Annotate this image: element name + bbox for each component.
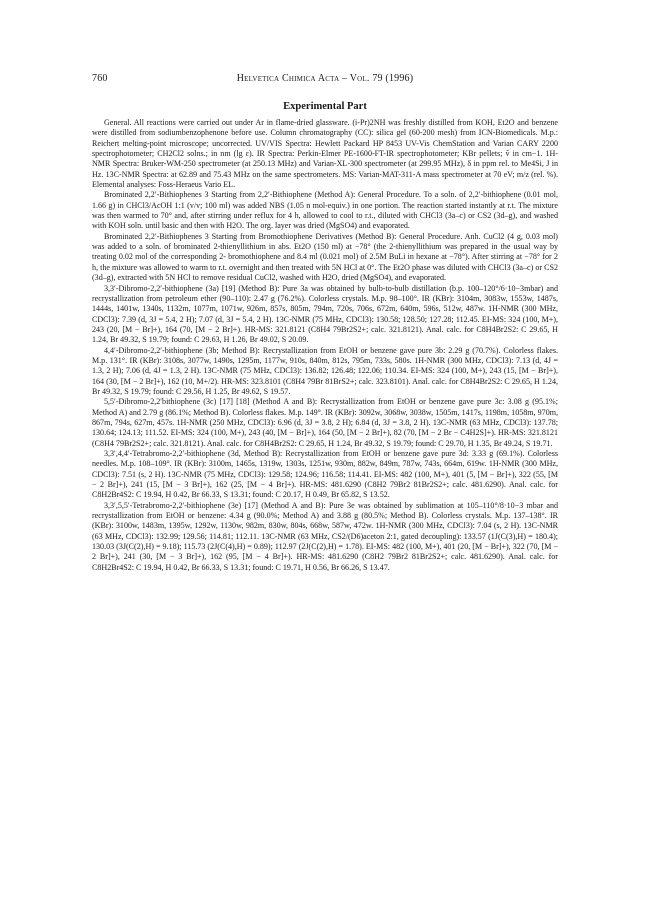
section-title: Experimental Part <box>283 101 367 112</box>
page-header <box>92 73 558 84</box>
paragraph-compound-3c: 5,5′-Dibromo-2,2′bithiophene (3c) [17] [18] (Method A and B): Recrystallization from EtOH or benzene gave pure 3c: 3.08 g (95.1%; Method A) and 2.79 g (86.1%; Method B). Colorless flakes. M.p. 149°. IR (KBr): 3092w, 3068w, 3038w, 1505m, 1417s, 1198m, 1058m, 970m, 867m, 794s, 627m, 457s. 1H-NMR (250 MHz, CDCl3): 6.96 (d, 3J = 3.8, 2 H); 6.84 (d, 3J = 3.8, 2 H). 13C-NMR (63 MHz, CDCl3): 137.78; 130.64; 124.13; 111.52. EI-MS: 324 (100, M+), 243 (40, [M − Br]+), 164 (50, [M − 2 Br]+), 82 (70, [M − 2 Br − C4H2S]+). HR-MS: 321.8121 (C8H4 79Br2S2+; calc. 321.8121). Anal. calc. for C8H4Br2S2: C 29.65, H 1.24, Br 49.32, S 19.79; found: C 29.70, H 1.35, Br 49.24, S 19.71. <box>92 397 558 448</box>
article-body <box>92 118 558 573</box>
paragraph-compound-3a: 3,3′-Dibromo-2,2′-bithiophene (3a) [19] (Method B): Pure 3a was obtained by bulb-to-bulb distillation (b.p. 100–120°/6·10−3mbar) and recrystallization from petroleum ether (90–110): 2.47 g (76.2%). Colorless crystals. M.p. 98–100°. IR (KBr): 3104m, 3083w, 1553w, 1487s, 1444s, 1401w, 1340s, 1132m, 1077m, 1071w, 926m, 857s, 805m, 794m, 720s, 706s, 672m, 640m, 596s, 512w, 487w. 1H-NMR (300 MHz, CDCl3): 7.39 (d, 3J = 5.4, 2 H); 7.07 (d, 3J = 5.4, 2 H). 13C-NMR (75 MHz, CDCl3): 130.58; 128.50; 127.28; 112.45. EI-MS: 324 (100, M+), 243 (20, [M − Br]+), 164 (70, [M − 2 Br]+). HR-MS: 321.8121 (C8H4 79Br2S2+; calc. 321.8121). Anal. calc. for C8H4Br2S2: C 29.65, H 1.24, Br 49.32, S 19.79; found: C 29.63, H 1.26, Br 49.02, S 20.09. <box>92 283 558 345</box>
paragraph-method-b: Brominated 2,2′-Bithiophenes 3 Starting from Bromothiophene Derivatives (Method B): General Procedure. Anh. CuCl2 (4 g, 0.03 mol) was added to a soln. of brominated 2-thienyllithium in abs. Et2O (150 ml) at −78° (the 2-thienyllithium was prepared in the usual way by treating 0.02 mol of the corresponding 2- bromothiophene and 8.4 ml (0.021 mol) of 2.5M BuLi in hexane at −78°). After stirring at −78° for 2 h, the mixture was allowed to warm to r.t. overnight and then treated with 5N HCl at 0°. The Et2O phase was diluted with CHCl3 (3a–c) or CS2 (3d–g), extracted with 5N HCl to remove residual CuCl2, washed with H2O, dried (MgSO4), and evaporated. <box>92 231 558 283</box>
paragraph-compound-3b: 4,4′-Dibromo-2,2′-bithiophene (3b; Method B): Recrystallization from EtOH or benzene gave pure 3b: 2.29 g (70.7%). Colorless flakes. M.p. 131°. IR (KBr): 3108s, 3077w, 1490s, 1295m, 1177w, 910s, 840m, 812s, 795m, 733s, 580s. 1H-NMR (300 MHz, CDCl3): 7.13 (d, 4J = 1.3, 2 H); 7.06 (d, 4J = 1.3, 2 H). 13C-NMR (75 MHz, CDCl3): 136.82; 126.48; 122.06; 110.34. EI-MS: 324 (100, M+), 243 (15, [M − Br]+), 164 (30, [M − 2 Br]+), 162 (10, M+/2). HR-MS: 323.8101 (C8H4 79Br 81BrS2+; calc. 323.8101). Anal. calc. for C8H4Br2S2: C 29.65, H 1.24, Br 49.32, S 19.79; found: C 29.56, H 1.25, Br 49.62, S 19.57. <box>92 345 558 396</box>
paragraph-method-a: Brominated 2,2′-Bithiophenes 3 Starting from 2,2′-Bithiophene (Method A): General Procedure. To a soln. of 2,2′-bithiophene (0.01 mol, 1.66 g) in CHCl3/AcOH 1:1 (v/v; 100 ml) was added NBS (1.05 n mol-equiv.) in one portion. The reaction started instantly at r.t. The mixture was then warmed to 70° and, after stirring under reflux for 4 h, allowed to cool to r.t., diluted with CHCl3 (3a–c) or CS2 (3d–g), and washed with KOH soln. until basic and then with H2O. The org. layer was dried (MgSO4) and evaporated. <box>92 190 558 231</box>
paragraph-compound-3d: 3,3′,4,4′-Tetrabromo-2,2′-bithiophene (3d, Method B): Recrystallization from EtOH or benzene gave pure 3d: 3.33 g (69.1%). Colorless needles. M.p. 108–109°. IR (KBr): 3100m, 1465s, 1319w, 1303s, 1251w, 930m, 882w, 849m, 787w, 743s, 664m, 619w. 1H-NMR (300 MHz, CDCl3): 7.51 (s, 2 H). 13C-NMR (75 MHz, CDCl3): 129.58; 124.96; 116.58; 114.41. EI-MS: 482 (100, M+), 401 (5, [M − Br]+), 322 (55, [M − 2 Br]+), 241 (15, [M − 3 Br]+), 162 (25, [M − 4 Br]+). HR-MS: 481.6290 (C8H2 79Br2 81Br2S2+; calc. 481.6290). Anal. calc. for C8H2Br4S2: C 19.94, H 0.42, Br 66.33, S 13.31; found: C 20.17, H 0.49, Br 65.82, S 13.52. <box>92 449 558 500</box>
paragraph-compound-3e: 3,3′,5,5′-Tetrabromo-2,2′-bithiophene (3e) [17] (Method A and B): Pure 3e was obtained by sublimation at 105–110°/8·10−3 mbar and recrystallization from EtOH or benzene: 4.34 g (90.0%; Method A) and 3.88 g (80.5%; Method B). Colorless crystals. M.p. 137–138°. IR (KBr): 3100w, 1483m, 1395w, 1292w, 1130w, 982m, 830w, 804s, 668w, 587w, 472w. 1H-NMR (300 MHz, CDCl3): 7.04 (s, 2 H). 13C-NMR (63 MHz, CDCl3): 132.99; 129.56; 114.81; 112.11. 13C-NMR (63 MHz, CS2/(D6)aceton 2:1, gated decoupling): 133.57 (1J(C(3),H) = 180.4); 130.03 (3J(C(2),H) = 9.18); 115.73 (2J(C(4),H) = 0.89); 112.97 (2J(C(2),H) = 1.78). EI-MS: 482 (100, M+), 401 (20, [M − Br]+), 322 (70, [M − 2 Br]+), 241 (30, [M − 3 Br]+), 162 (95, [M − 4 Br]+). HR-MS: 481.6290 (C8H2 79Br2 81Br2S2+; calc. 481.6290). Anal. calc. for C8H2Br4S2: C 19.94, H 0.42, Br 66.33, S 13.31; found: C 19.71, H 0.56, Br 66.26, S 13.47. <box>92 500 558 572</box>
page-number: 760 <box>92 73 108 84</box>
paragraph-general: General. All reactions were carried out under Ar in flame-dried glassware. (i-Pr)2NH was freshly distilled from KOH, Et2O and benzene were distilled from sodiumbenzophenone before use. Column chromatography (CC): silica gel (60-200 mesh) from ICN-Biomedicals. M.p.: Reichert melting-point microscope; uncorrected. UV/VIS Spectra: Hewlett Packard HP 8453 UV-Vis ChemStation and Varian CARY 2200 spectrophotometer; CH2Cl2 solns.; in nm (lg ε). IR Spectra: Perkin-Elmer PE-1600-FT-IR spectrophotometer; KBr pellets; ṽ in cm−1. 1H-NMR Spectra: Bruker-WM-250 spectrometer (at 250.13 MHz) and Varian-XL-300 spectrometer (at 299.95 MHz), δ in ppm rel. to Me4Si, J in Hz. 13C-NMR Spectra: at 62.89 and 75.43 MHz on the same spectrometers. MS: Varian-MAT-311-A mass spectrometer at 70 eV; m/z (rel. %). Elemental analyses: Foss-Heraeus Vario EL. <box>92 118 558 190</box>
running-title: Helvetica Chimica Acta – Vol. 79 (1996) <box>236 73 414 84</box>
